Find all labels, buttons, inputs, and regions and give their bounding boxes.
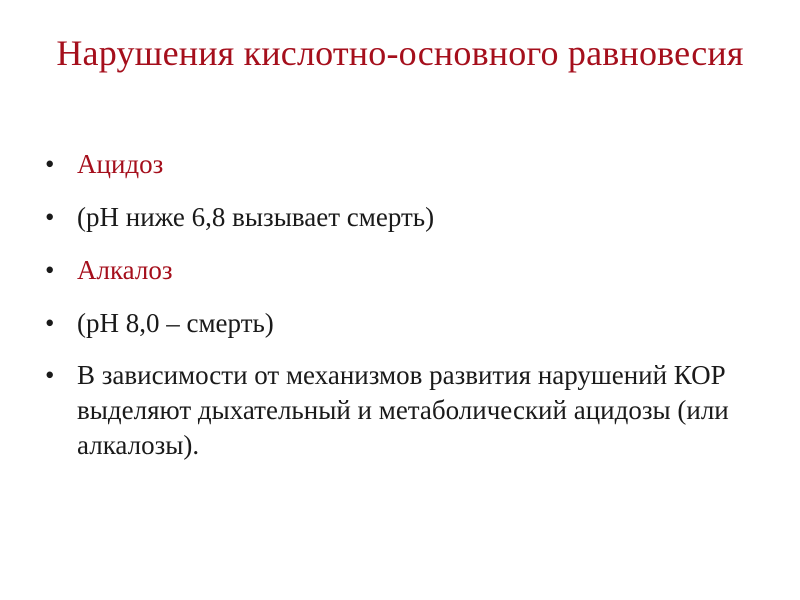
bullet-item-acidosis-ph: • (pH ниже 6,8 вызывает смерть) xyxy=(44,199,760,235)
bullet-list xyxy=(44,146,760,480)
bullet-item-acidosis: • Ацидоз xyxy=(44,146,760,182)
bullet-item-alkalosis-ph: • (pH 8,0 – смерть) xyxy=(44,305,760,341)
bullet-item-alkalosis: • Алкалоз xyxy=(44,252,760,288)
bullet-item-classification: • В зависимости от механизмов развития нарушений КОР выделяют дыхательный и метаболический ацидозы (или алкалозы). xyxy=(44,358,760,463)
slide-title: Нарушения кислотно-основного равновесия xyxy=(56,33,744,73)
